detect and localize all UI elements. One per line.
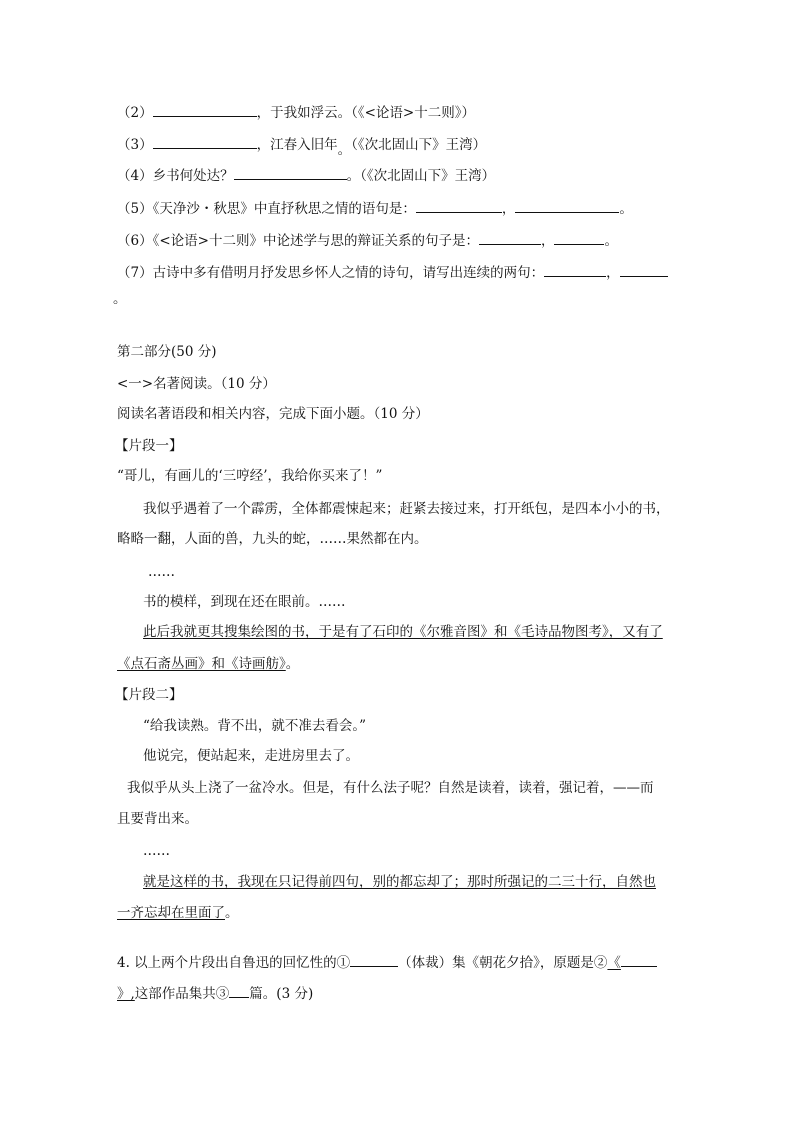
item-text: ，于我如浮云。（《<论语>十二则》） xyxy=(256,105,475,121)
passage-line: “哥儿，有画儿的‘三哼经’，我给你买来了！” xyxy=(117,468,383,484)
item-source: （《次北固山下》王湾） xyxy=(351,137,487,153)
end-mark: 。 xyxy=(604,233,618,249)
item-text: （7）古诗中多有借明月抒发思乡怀人之情的诗句，请写出连续的两句： xyxy=(117,265,545,281)
separator: ， xyxy=(606,265,620,281)
fill-item-4 xyxy=(117,165,495,185)
fill-item-7-end: 。 xyxy=(113,291,127,307)
answer-blank-1[interactable] xyxy=(544,262,606,277)
passage-line: “给我读熟。背不出，就不准去看会。” xyxy=(143,718,367,734)
instruction: 阅读名著语段和相关内容，完成下面小题。（10 分） xyxy=(117,406,429,422)
fill-item-2 xyxy=(117,102,475,122)
fill-item-3 xyxy=(117,134,487,158)
underlined-passage-line: 《点石斋丛画》和《诗画舫》。 xyxy=(117,656,300,672)
section-title: <一>名著阅读。（10 分） xyxy=(117,376,276,392)
passage-line: 我似乎遇着了一个霹雳，全体都震悚起来；赶紧去接过来，打开纸包，是四本小小的书， xyxy=(143,501,670,517)
answer-blank-1[interactable] xyxy=(479,230,541,245)
answer-blank[interactable] xyxy=(234,165,347,180)
passage-line: 他说完，便站起来，走进房里去了。 xyxy=(143,748,359,764)
passage-line: 且要背出来。 xyxy=(117,811,198,827)
period-mark: 。 xyxy=(337,142,352,158)
underlined-passage-line: 此后我就更其搜集绘图的书，于是有了石印的《尔雅音图》和《毛诗品物图考》，又有了 xyxy=(143,624,663,640)
fill-item-6 xyxy=(117,230,618,250)
answer-blank-1[interactable] xyxy=(416,198,502,213)
underlined-passage-line: 一齐忘却在里面了。 xyxy=(117,905,239,921)
passage-line: 我似乎从头上浇了一盆冷水。但是，有什么法子呢？自然是读着，读着，强记着，——而 xyxy=(127,780,654,796)
separator: ， xyxy=(501,201,516,217)
ellipsis: …… xyxy=(148,564,175,580)
passage-label: 【片段二】 xyxy=(115,687,183,703)
item-text: ，江春入旧年 xyxy=(256,137,338,153)
item-text: （5）《天净沙・秋思》中直抒秋思之情的语句是： xyxy=(117,201,416,217)
answer-blank-2[interactable] xyxy=(515,198,619,213)
answer-blank-2[interactable] xyxy=(620,262,668,277)
end-mark: 。 xyxy=(619,201,633,217)
answer-blank-genre[interactable] xyxy=(350,952,398,967)
part-title: 第二部分(50 分) xyxy=(117,344,217,360)
fill-item-5 xyxy=(117,198,633,218)
question-4: 4. 以上两个片段出自鲁迅的回忆性的① （体裁）集《朝花夕拾》，原题是②《 xyxy=(117,952,657,972)
question-4-cont: 》,这部作品集共③ 篇。(3 分) xyxy=(117,983,313,1003)
item-text: （4）乡书何处达？ xyxy=(117,168,234,184)
answer-blank-original-title[interactable] xyxy=(621,952,657,967)
ellipsis: …… xyxy=(143,843,170,859)
answer-blank-count[interactable] xyxy=(229,983,249,998)
fill-item-7 xyxy=(117,262,668,282)
item-text: （6）《<论语>十二则》中论述学与思的辩证关系的句子是： xyxy=(117,233,479,249)
underlined-passage-line: 就是这样的书，我现在只记得前四句，别的都忘却了；那时所强记的二三十行，自然也 xyxy=(143,874,656,890)
answer-blank[interactable] xyxy=(153,134,257,149)
passage-line: 书的模样，到现在还在眼前。…… xyxy=(143,594,346,610)
item-number: （2） xyxy=(117,105,153,121)
passage-label: 【片段一】 xyxy=(115,438,183,454)
separator: ， xyxy=(540,233,555,249)
answer-blank-2[interactable] xyxy=(554,230,604,245)
passage-line: 略略一翻，人面的兽，九头的蛇，……果然都在内。 xyxy=(117,531,428,547)
item-source: 。（《次北固山下》王湾） xyxy=(346,168,496,184)
item-number: （3） xyxy=(117,137,153,153)
answer-blank[interactable] xyxy=(153,102,257,117)
